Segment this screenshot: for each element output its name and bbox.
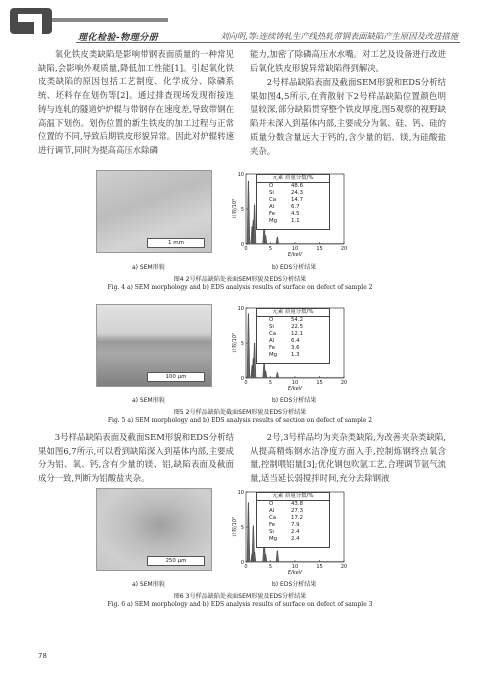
- fig4-el-6: Mg: [269, 218, 278, 224]
- fig6-sem-image: [96, 488, 212, 571]
- fig5-el-6: Mg: [269, 352, 278, 358]
- fig5-eds-xtick-label: 5: [268, 380, 273, 386]
- fig4-el-5: Fe: [269, 211, 276, 217]
- fig5-eds-xtick-label: 0: [244, 380, 248, 386]
- fig5-eds-ytick-label: 0: [240, 375, 244, 382]
- fig4-eds-xtick-label: 15: [316, 246, 323, 252]
- fig6-el-4: Fe: [269, 522, 276, 528]
- fig5-table-header: 元素 质量分数/%: [257, 309, 329, 317]
- fig4-caption-en: Fig. 4 a) SEM morphology and b) EDS analysis results of surface on defect of sample 2: [107, 284, 373, 291]
- fig6-eds-ylabel: 计数/10³: [232, 516, 238, 538]
- fig4-eds-peak-1: [247, 181, 250, 244]
- fig5-el-5: Fe: [269, 345, 276, 351]
- fig4-val-4: 6.7: [291, 204, 300, 210]
- fig5-eds-xtick-label: 15: [316, 380, 323, 386]
- fig6-val-5: 2.4: [291, 529, 300, 535]
- fig6-element-table: [256, 492, 330, 548]
- fig6-el-3: Ca: [269, 515, 277, 521]
- fig6-eds-peak-7: [276, 551, 279, 562]
- fig4-eds-peak-7: [276, 237, 279, 244]
- fig6-eds-ytick-label: 0: [240, 559, 244, 566]
- fig4-val-3: 14.7: [291, 197, 304, 203]
- fig4-sem-image: [96, 170, 212, 253]
- fig6-val-6: 2.4: [291, 536, 300, 542]
- fig6-scalebar: 250 μm: [147, 556, 205, 566]
- fig4-eds-ytick-label: 0: [240, 241, 244, 248]
- fig4-el-3: Ca: [269, 197, 277, 203]
- fig4-eds-xtick-label: 0: [244, 246, 248, 252]
- fig5-eds-xtick-label: 10: [291, 380, 299, 386]
- fig5-eds-ytick-label: 5: [240, 340, 244, 347]
- fig5-element-table: [256, 308, 330, 364]
- fig6-eds-ytick-label: 10: [237, 489, 244, 496]
- fig4-eds-xtick-label: 20: [340, 246, 348, 252]
- fig5-eds-xlabel: E/keV: [287, 386, 303, 392]
- fig6-val-2: 27.3: [291, 508, 304, 514]
- fig4-table-header: 元素 质量分数/%: [257, 175, 329, 183]
- fig5-val-1: 54.2: [291, 317, 304, 323]
- fig4-sub-caption-b: b) EDS分析结果: [272, 264, 317, 271]
- paragraph-4: 2号,3号样品均为夹杂类缺陷,为改善夹杂类缺陷,从提高精炼钢水洁净度方面入手,控制炼钢终点氧含量,控制喂铝量[3];优化钢包吹氩工艺,合理调节氩气流量,适当延长弱搅拌时间,充分去除钢液: [250, 432, 446, 484]
- fig6-table-header: 元素 质量分数/%: [257, 493, 329, 501]
- fig5-eds-ytick-label: 10: [237, 305, 244, 312]
- fig5-val-6: 1.3: [291, 352, 300, 358]
- fig4-el-4: Al: [269, 204, 275, 210]
- fig5-el-2: Si: [269, 324, 274, 330]
- fig4-el-1: O: [269, 183, 274, 189]
- fig4-eds-ytick-label: 5: [240, 206, 244, 213]
- fig5-sub-caption-b: b) EDS分析结果: [272, 397, 317, 404]
- fig4-eds-xtick-label: 5: [268, 246, 273, 252]
- fig5-scalebar: 100 μm: [147, 372, 205, 382]
- fig4-el-2: Si: [269, 190, 274, 196]
- paragraph-1: 氧化铁皮类缺陷是影响带钢表面质量的一种常见缺陷,会影响外观质量,降低加工性能[1]。引起氧化铁皮类缺陷的原因包括工艺制度、化学成分、除磷系统、坯料存在划伤等[2]。通过排查现场发现衔接连铸与连轧的隧道炉炉辊与带钢存在速度差,导致带钢在高温下划伤。划伤位置的新生铁皮的加工过程与正常位置的不同,导致后期铁皮形貌异常。因此对炉辊转速进行调节,同时为提高高压水除磷: [38, 49, 234, 155]
- fig5-val-4: 6.4: [291, 338, 300, 344]
- fig6-eds-xtick-label: 20: [340, 564, 348, 570]
- fig4-eds-xtick-label: 10: [291, 246, 299, 252]
- fig6-eds-ytick-label: 5: [240, 524, 244, 531]
- fig6-caption-en: Fig. 6 a) SEM morphology and b) EDS analysis results of surface on defect of sample 3: [107, 601, 373, 608]
- header-rule: [76, 42, 460, 43]
- fig6-val-3: 17.2: [291, 515, 304, 521]
- paragraph-2a: 能力,加密了除磷高压水水嘴。对工艺及设备进行改进后氧化铁皮形貌异常缺陷得到解决。: [250, 49, 446, 73]
- fig6-eds-xtick-label: 15: [316, 564, 323, 570]
- fig4-eds-ytick-label: 10: [237, 171, 244, 178]
- fig4-val-5: 4.5: [291, 211, 300, 217]
- fig5-eds-peak-1: [247, 314, 250, 378]
- paragraph-3: 3号样品缺陷表面及截面SEM形貌和EDS分析结果如图6,7所示,可以看到缺陷深入到基体内部,主要成分为铝、氧、钙,含有少量的镁、铝,缺陷表面及截面成分一致,判断为铝酸盐夹杂。: [38, 432, 234, 484]
- paragraph-2b: 2号样品缺陷表面及截面SEM形貌和EDS分析结果如图4,5所示,在背散射下2号样品缺陷位置颜色明显较深,部分缺陷贯穿整个铁皮厚度,图5观察的视野缺陷并未深入到基体内部,主要成分为氧、硅、钙、硅的质量分数含量远大于钙的,含少量的铝、镁,为硅酸盐夹杂。: [250, 77, 446, 156]
- fig6-el-6: Mg: [269, 536, 278, 542]
- page-number: 78: [38, 652, 47, 660]
- fig6-sub-caption-b: b) EDS分析结果: [272, 581, 317, 588]
- running-head: 刘向明,等:连续铸轧生产线热轧带钢表面缺陷产生原因及改进措施: [220, 31, 458, 41]
- fig5-sem-image: [96, 304, 212, 387]
- fig6-el-5: Si: [269, 529, 274, 535]
- fig4-val-6: 1.1: [291, 218, 300, 224]
- fig5-el-4: Al: [269, 338, 275, 344]
- journal-name: 理化检验-物理分册: [78, 33, 159, 43]
- fig5-caption-cn: 图5 2号样品缺陷处截面SEM形貌及EDS分析结果: [173, 409, 307, 416]
- fig4-scalebar: 1 mm: [147, 238, 205, 248]
- fig6-val-1: 43.8: [291, 501, 304, 507]
- fig4-eds-xlabel: E/keV: [287, 252, 303, 258]
- fig5-caption-en: Fig. 5 a) SEM morphology and b) EDS analysis results of section on defect of sample 2: [107, 417, 373, 424]
- fig5-eds-ylabel: 计数/10³: [232, 332, 238, 354]
- fig6-eds-xlabel: E/keV: [287, 570, 303, 576]
- fig6-sub-caption-a: a) SEM形貌: [132, 581, 165, 588]
- fig4-val-2: 24.3: [291, 190, 304, 196]
- fig5-sub-caption-a: a) SEM形貌: [132, 397, 165, 404]
- fig6-el-2: Al: [269, 508, 275, 514]
- fig5-el-1: O: [269, 317, 274, 323]
- fig5-eds-xtick-label: 20: [340, 380, 348, 386]
- fig5-el-3: Ca: [269, 331, 277, 337]
- fig6-caption-cn: 图6 3号样品缺陷处表面SEM形貌及EDS分析结果: [173, 593, 307, 600]
- fig6-el-1: O: [269, 501, 274, 507]
- fig4-sub-caption-a: a) SEM形貌: [132, 264, 165, 271]
- fig6-eds-xtick-label: 0: [244, 564, 248, 570]
- fig5-val-2: 22.5: [291, 324, 304, 330]
- fig5-val-3: 12.1: [291, 331, 304, 337]
- fig6-eds-xtick-label: 10: [291, 564, 299, 570]
- fig4-element-table: [256, 174, 330, 230]
- fig4-caption-cn: 图4 2号样品缺陷处表面SEM形貌及EDS分析结果: [173, 276, 307, 283]
- fig5-val-5: 3.6: [291, 345, 300, 351]
- fig6-eds-peak-1: [247, 503, 250, 563]
- fig4-eds-ylabel: 计数/10³: [232, 198, 238, 220]
- fig6-val-4: 7.9: [291, 522, 300, 528]
- fig6-eds-xtick-label: 5: [268, 564, 273, 570]
- fig4-val-1: 48.6: [291, 183, 304, 189]
